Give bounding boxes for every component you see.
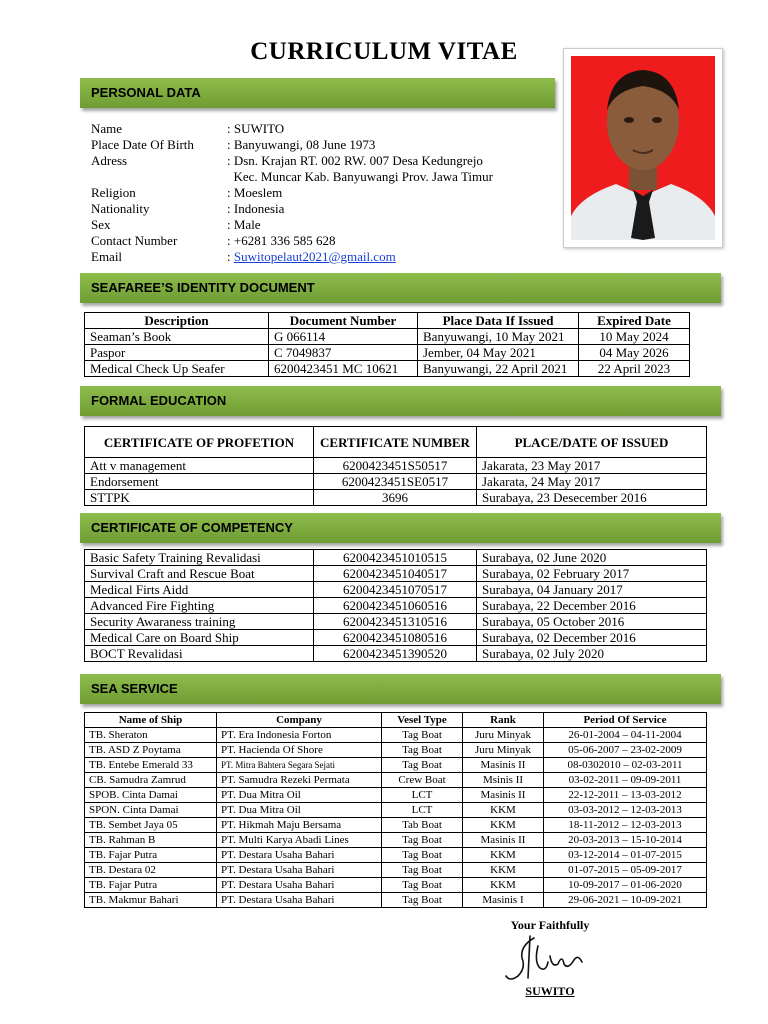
portrait-image <box>571 56 715 240</box>
table-cell: Att v management <box>85 458 314 474</box>
table-cell: Tag Boat <box>382 893 463 908</box>
table-cell: 04 May 2026 <box>579 345 690 361</box>
table-cell: 6200423451070517 <box>314 582 477 598</box>
table-cell: Survival Craft and Rescue Boat <box>85 566 314 582</box>
table-cell: Tag Boat <box>382 728 463 743</box>
table-cell: SPOB. Cinta Damai <box>85 788 217 803</box>
table-cell: 01-07-2015 – 05-09-2017 <box>544 863 707 878</box>
table-cell: PT. Samudra Rezeki Permata <box>217 773 382 788</box>
table-cell: KKM <box>463 863 544 878</box>
table-cell: PT. Destara Usaha Bahari <box>217 893 382 908</box>
table-cell: PT. Mitra Bahtera Segara Sejati <box>217 758 382 773</box>
table-cell: 03-02-2011 – 09-09-2011 <box>544 773 707 788</box>
table-cell: Masinis II <box>463 758 544 773</box>
table-cell: Basic Safety Training Revalidasi <box>85 550 314 566</box>
table-row <box>85 345 690 361</box>
table-row <box>85 848 707 863</box>
table-cell: Surabaya, 02 July 2020 <box>477 646 707 662</box>
table-cell: Juru Minyak <box>463 728 544 743</box>
table-cell: Masinis II <box>463 833 544 848</box>
table-cell: 10 May 2024 <box>579 329 690 345</box>
table-header-cell: Rank <box>463 713 544 728</box>
name-value: : SUWITO <box>227 121 285 136</box>
table-cell: 26-01-2004 – 04-11-2004 <box>544 728 707 743</box>
table-header-cell: Name of Ship <box>85 713 217 728</box>
table-cell: 6200423451080516 <box>314 630 477 646</box>
address-line-1: : Dsn. Krajan RT. 002 RW. 007 Desa Kedungrejo <box>227 153 483 168</box>
address-label-spacer <box>91 169 227 185</box>
document-title: CURRICULUM VITAE <box>250 38 518 65</box>
table-cell: Tag Boat <box>382 833 463 848</box>
table-cell: 22-12-2011 – 13-03-2012 <box>544 788 707 803</box>
religion-label: Religion <box>91 185 136 200</box>
address-line-2: Kec. Muncar Kab. Banyuwangi Prov. Jawa Timur <box>227 169 493 184</box>
table-row <box>85 582 707 598</box>
table-header-cell: Vesel Type <box>382 713 463 728</box>
table-header-row <box>85 713 707 728</box>
table-cell: BOCT Revalidasi <box>85 646 314 662</box>
religion-value: : Moeslem <box>227 185 283 200</box>
table-cell: PT. Hacienda Of Shore <box>217 743 382 758</box>
table-cell: Juru Minyak <box>463 743 544 758</box>
table-cell: Paspor <box>85 345 269 361</box>
sex-value: : Male <box>227 217 261 232</box>
birth-value: : Banyuwangi, 08 June 1973 <box>227 137 376 152</box>
table-cell: 6200423451310516 <box>314 614 477 630</box>
table-header-cell: CERTIFICATE OF PROFETION <box>85 427 314 458</box>
table-cell: 6200423451010515 <box>314 550 477 566</box>
table-header-cell: Company <box>217 713 382 728</box>
table-row <box>85 893 707 908</box>
email-prefix: : <box>227 249 234 264</box>
table-cell: TB. Entebe Emerald 33 <box>85 758 217 773</box>
table-cell: PT. Destara Usaha Bahari <box>217 878 382 893</box>
closing-text: Your Faithfully <box>510 918 590 932</box>
email-label: Email <box>91 249 123 264</box>
section-header-personal-data: PERSONAL DATA <box>80 78 555 108</box>
table-cell: 6200423451060516 <box>314 598 477 614</box>
table-cell: LCT <box>382 788 463 803</box>
table-cell: Banyuwangi, 22 April 2021 <box>418 361 579 377</box>
table-cell: PT. Dua Mitra Oil <box>217 803 382 818</box>
table-cell: Seaman’s Book <box>85 329 269 345</box>
table-cell: Surabaya, 02 June 2020 <box>477 550 707 566</box>
table-cell: Medical Firts Aidd <box>85 582 314 598</box>
table-row <box>85 773 707 788</box>
table-header-cell: Period Of Service <box>544 713 707 728</box>
table-cell: Tag Boat <box>382 848 463 863</box>
table-cell: CB. Samudra Zamrud <box>85 773 217 788</box>
section-header-certificate-of-competency: CERTIFICATE OF COMPETENCY <box>80 513 721 543</box>
contact-label: Contact Number <box>91 233 178 248</box>
table-cell: Surabaya, 02 December 2016 <box>477 630 707 646</box>
table-cell: Surabaya, 05 October 2016 <box>477 614 707 630</box>
table-cell: 10-09-2017 – 01-06-2020 <box>544 878 707 893</box>
table-header-row <box>85 313 690 329</box>
table-header-cell: Description <box>85 313 269 329</box>
table-row <box>85 803 707 818</box>
table-cell: 20-03-2013 – 15-10-2014 <box>544 833 707 848</box>
table-cell: PT. Destara Usaha Bahari <box>217 848 382 863</box>
sex-label: Sex <box>91 217 111 232</box>
table-cell: TB. Rahman B <box>85 833 217 848</box>
table-cell: PT. Multi Karya Abadi Lines <box>217 833 382 848</box>
table-row <box>85 878 707 893</box>
table-header-row <box>85 427 707 458</box>
table-cell: PT. Dua Mitra Oil <box>217 788 382 803</box>
formal-education-table <box>84 426 707 506</box>
personal-data-list <box>91 121 493 265</box>
table-cell: 05-06-2007 – 23-02-2009 <box>544 743 707 758</box>
nationality-label: Nationality <box>91 201 150 216</box>
email-link[interactable]: Suwitopelaut2021@gmail.com <box>233 249 396 264</box>
table-cell: 03-12-2014 – 01-07-2015 <box>544 848 707 863</box>
table-cell: G 066114 <box>269 329 418 345</box>
table-cell: Advanced Fire Fighting <box>85 598 314 614</box>
name-label: Name <box>91 121 123 136</box>
table-cell: TB. ASD Z Poytama <box>85 743 217 758</box>
table-cell: TB. Fajar Putra <box>85 878 217 893</box>
table-cell: TB. Sembet Jaya 05 <box>85 818 217 833</box>
table-cell: Banyuwangi, 10 May 2021 <box>418 329 579 345</box>
table-cell: 29-06-2021 – 10-09-2021 <box>544 893 707 908</box>
table-row <box>85 743 707 758</box>
handwritten-signature <box>490 932 610 984</box>
table-cell: KKM <box>463 848 544 863</box>
table-cell: Tab Boat <box>382 818 463 833</box>
signature-block <box>490 918 610 998</box>
table-header-cell: PLACE/DATE OF ISSUED <box>477 427 707 458</box>
table-cell: 6200423451S50517 <box>314 458 477 474</box>
table-cell: Jakarata, 24 May 2017 <box>477 474 707 490</box>
table-row <box>85 361 690 377</box>
table-cell: PT. Era Indonesia Forton <box>217 728 382 743</box>
table-cell: SPON. Cinta Damai <box>85 803 217 818</box>
table-header-cell: Document Number <box>269 313 418 329</box>
sea-service-table <box>84 712 707 908</box>
table-row <box>85 614 707 630</box>
table-row <box>85 566 707 582</box>
table-header-cell: CERTIFICATE NUMBER <box>314 427 477 458</box>
table-cell: TB. Makmur Bahari <box>85 893 217 908</box>
table-cell: PT. Hikmah Maju Bersama <box>217 818 382 833</box>
table-cell: Tag Boat <box>382 863 463 878</box>
table-cell: STTPK <box>85 490 314 506</box>
table-cell: TB. Destara 02 <box>85 863 217 878</box>
table-row <box>85 863 707 878</box>
birth-label: Place Date Of Birth <box>91 137 194 152</box>
profile-photo <box>563 48 723 248</box>
table-cell: PT. Destara Usaha Bahari <box>217 863 382 878</box>
table-cell: LCT <box>382 803 463 818</box>
section-header-sea-service: SEA SERVICE <box>80 674 721 704</box>
table-cell: Masinis I <box>463 893 544 908</box>
table-cell: Msinis II <box>463 773 544 788</box>
table-row <box>85 598 707 614</box>
table-cell: KKM <box>463 803 544 818</box>
table-cell: C 7049837 <box>269 345 418 361</box>
table-cell: TB. Fajar Putra <box>85 848 217 863</box>
table-cell: Tag Boat <box>382 878 463 893</box>
table-cell: Surabaya, 23 Desecember 2016 <box>477 490 707 506</box>
table-cell: Surabaya, 02 February 2017 <box>477 566 707 582</box>
table-row <box>85 490 707 506</box>
table-row <box>85 818 707 833</box>
table-cell: Security Awaraness training <box>85 614 314 630</box>
nationality-value: : Indonesia <box>227 201 285 216</box>
table-cell: TB. Sheraton <box>85 728 217 743</box>
table-cell: 3696 <box>314 490 477 506</box>
signatory-name: SUWITO <box>525 984 575 998</box>
table-cell: Medical Check Up Seafer <box>85 361 269 377</box>
table-cell: Tag Boat <box>382 758 463 773</box>
table-row <box>85 833 707 848</box>
section-header-formal-education: FORMAL EDUCATION <box>80 386 721 416</box>
section-header-identity-document: SEAFAREE’S IDENTITY DOCUMENT <box>80 273 721 303</box>
table-cell: 08-0302010 – 02-03-2011 <box>544 758 707 773</box>
table-row <box>85 758 707 773</box>
table-row <box>85 630 707 646</box>
contact-value: : +6281 336 585 628 <box>227 233 336 248</box>
table-cell: KKM <box>463 818 544 833</box>
table-cell: Jember, 04 May 2021 <box>418 345 579 361</box>
table-row <box>85 646 707 662</box>
table-cell: 18-11-2012 – 12-03-2013 <box>544 818 707 833</box>
table-cell: 22 April 2023 <box>579 361 690 377</box>
table-cell: 6200423451SE0517 <box>314 474 477 490</box>
table-cell: Tag Boat <box>382 743 463 758</box>
table-cell: KKM <box>463 878 544 893</box>
table-row <box>85 458 707 474</box>
table-row <box>85 550 707 566</box>
table-cell: 6200423451390520 <box>314 646 477 662</box>
table-cell: Endorsement <box>85 474 314 490</box>
address-label: Adress <box>91 153 128 168</box>
table-cell: 6200423451 MC 10621 <box>269 361 418 377</box>
table-row <box>85 329 690 345</box>
table-cell: Jakarata, 23 May 2017 <box>477 458 707 474</box>
table-cell: Surabaya, 04 January 2017 <box>477 582 707 598</box>
table-cell: Surabaya, 22 December 2016 <box>477 598 707 614</box>
table-header-cell: Place Data If Issued <box>418 313 579 329</box>
table-row <box>85 728 707 743</box>
table-row <box>85 788 707 803</box>
table-header-cell: Expired Date <box>579 313 690 329</box>
table-cell: 03-03-2012 – 12-03-2013 <box>544 803 707 818</box>
table-cell: Masinis II <box>463 788 544 803</box>
table-row <box>85 474 707 490</box>
identity-document-table <box>84 312 690 377</box>
table-cell: Crew Boat <box>382 773 463 788</box>
table-cell: Medical Care on Board Ship <box>85 630 314 646</box>
competency-table <box>84 549 707 662</box>
table-cell: 6200423451040517 <box>314 566 477 582</box>
